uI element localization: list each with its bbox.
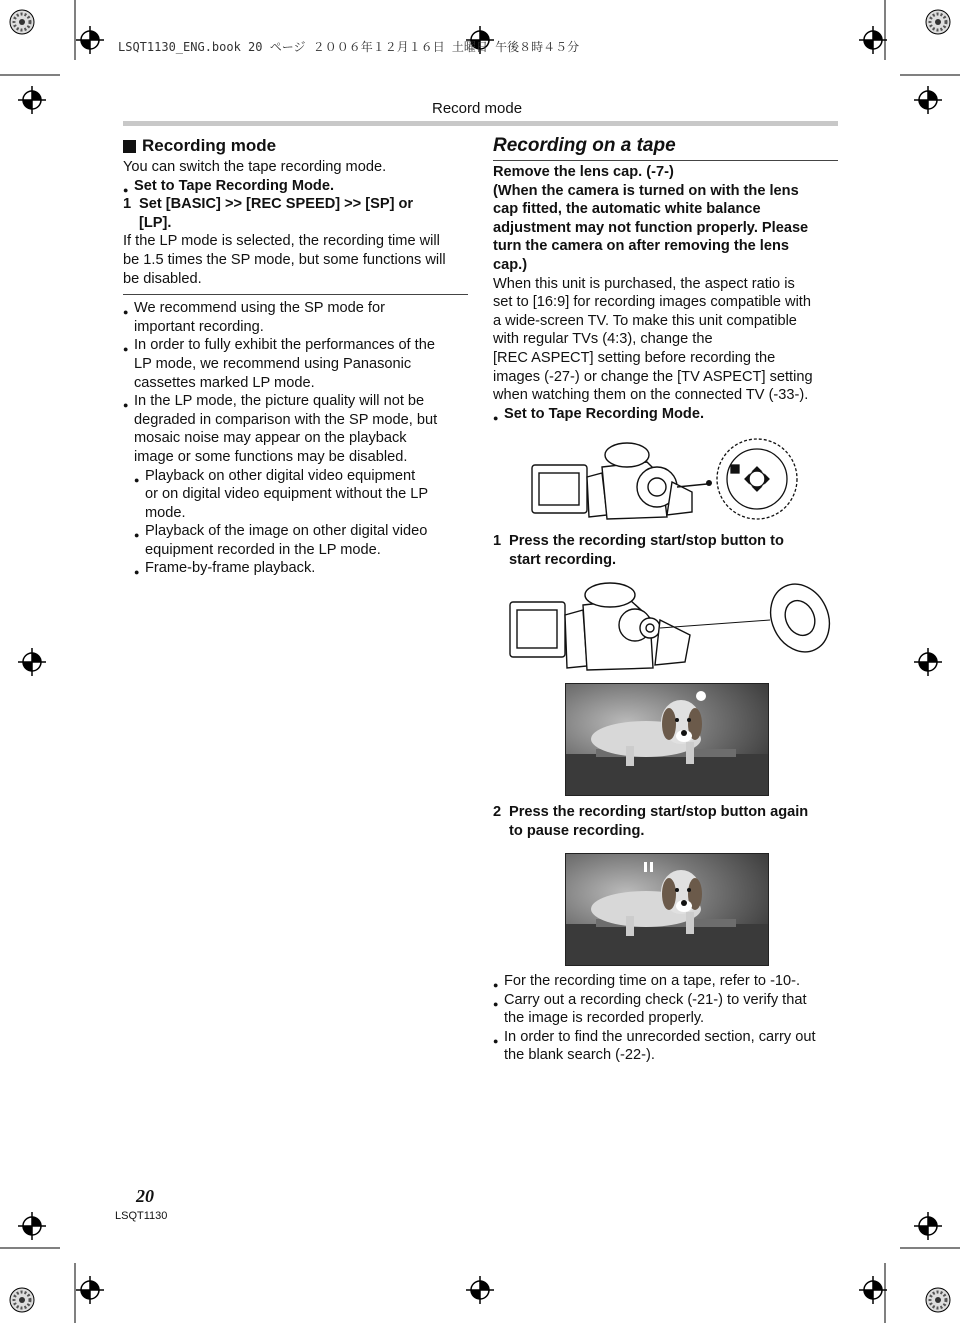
page-number: 20 [136, 1186, 154, 1206]
set-to-instruction: ● Set to Tape Recording Mode. [123, 177, 473, 196]
camcorder-record-button-illustration [505, 580, 835, 680]
bullet-sp-mode: ● We recommend using the SP mode for important recording. [123, 299, 473, 336]
dog-photo-icon [566, 684, 768, 795]
bullet-panasonic: ● In order to fully exhibit the performances of the LP mode, we recommend using Panasonic cassettes marked LP mode. [123, 336, 473, 392]
right-step-2: 2 Press the recording start/stop button again to pause recording. [493, 804, 809, 839]
intro-text: You can switch the tape recording mode. [123, 159, 387, 175]
sub-bullet-playback-other: ● Playback on other digital video equipment or on digital video equipment without the LP mode. [134, 467, 473, 523]
note-blank-search: ● In order to find the unrecorded section, carry out the blank search (-22-). [493, 1028, 843, 1065]
mode-dial-icon [717, 439, 797, 519]
set-to-instruction-right: ● Set to Tape Recording Mode. [493, 405, 843, 424]
file-info-line: LSQT1130_ENG.book 20 ページ ２００６年１２月１６日 土曜日 午後８時４５分 [118, 40, 580, 54]
step-1: 1 Set [BASIC] >> [REC SPEED] >> [SP] or [123, 196, 414, 213]
recording-preview-image [565, 683, 769, 796]
camcorder-mode-dial-illustration [527, 437, 837, 527]
paused-preview-image [565, 853, 769, 966]
note-recording-time: ● For the recording time on a tape, refer to -10-. [493, 972, 843, 991]
heading-rule [493, 160, 838, 161]
model-code: LSQT1130 [115, 1210, 168, 1222]
dog-photo-icon [566, 854, 768, 965]
cap-warning: (When the camera is turned on with the lens cap fitted, the automatic white balance adjustment may not function properly. Please turn the camera on after removing the lens cap.) [493, 182, 809, 273]
lp-note: If the LP mode is selected, the recording time will be 1.5 times the SP mode, but some functions will be disabled. [123, 233, 446, 287]
recording-mode-heading: Recording mode [142, 136, 277, 155]
right-column [493, 135, 843, 423]
right-step-1: 1 Press the recording start/stop button to start recording. [493, 533, 784, 568]
header-rule [123, 121, 838, 126]
section-title: Record mode [432, 100, 523, 117]
divider [123, 294, 468, 295]
sub-bullet-playback-image: ● Playback of the image on other digital video equipment recorded in the LP mode. [134, 522, 473, 559]
right-notes [493, 972, 843, 1065]
sub-bullet-frame: ● Frame-by-frame playback. [134, 559, 473, 578]
aspect-paragraph: When this unit is purchased, the aspect ratio is set to [16:9] for recording images compatible with a wide-screen TV. To make this unit compatible with regular TVs (4:3), change the [REC ASPECT] setting before recording the images (-27-) or change the [TV ASPECT] setting when watching them on the connected TV (-33-). [493, 275, 813, 404]
camcorder-icon [532, 443, 692, 519]
recording-on-tape-heading: Recording on a tape [493, 135, 676, 156]
note-recording-check: ● Carry out a recording check (-21-) to verify that the image is recorded properly. [493, 991, 843, 1028]
bullet-lp-quality: ● In the LP mode, the picture quality will not be degraded in comparison with the SP mode, but mosaic noise may appear on the playback image or some functions may be disabled. [123, 392, 473, 466]
step-1-cont: [LP]. [139, 214, 172, 231]
remove-cap: Remove the lens cap. (-7-) [493, 164, 674, 180]
left-column [123, 136, 473, 578]
heading-square-icon [123, 140, 136, 153]
record-button-icon [760, 580, 835, 662]
